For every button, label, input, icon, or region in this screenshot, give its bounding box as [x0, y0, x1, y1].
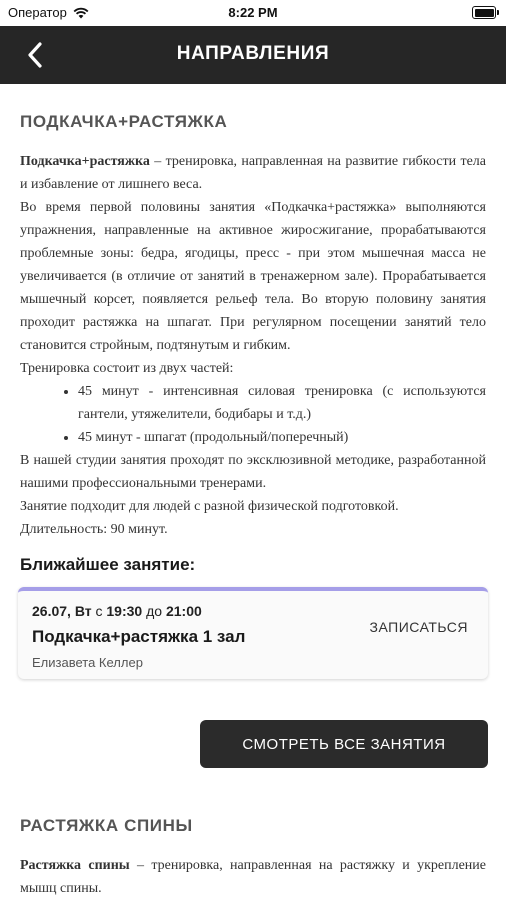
nav-bar	[0, 26, 506, 84]
status-bar	[0, 0, 506, 26]
parts-list	[20, 380, 486, 449]
section2-intro-text: – тренировка, направленная на растяжку и укрепление мышц спины.	[20, 858, 486, 896]
section-title-rastyazhka: РАСТЯЖКА СПИНЫ	[20, 816, 193, 835]
content-scroll[interactable]	[0, 84, 506, 900]
carrier-label: Оператор	[8, 5, 67, 20]
method-paragraph: В нашей студии занятия проходят по эксклюзивной методике, разработанной нашими профессиональными тренерами.	[20, 453, 486, 491]
signup-button[interactable]: ЗАПИСАТЬСЯ	[369, 619, 468, 635]
battery-icon	[472, 6, 496, 19]
view-all-classes-button[interactable]: СМОТРЕТЬ ВСЕ ЗАНЯТИЯ	[200, 720, 488, 768]
list-item: • 45 минут - шпагат (продольный/поперечный)	[78, 426, 486, 449]
duration-paragraph: Длительность: 90 минут.	[20, 522, 168, 537]
trainer-name: Елизавета Келлер	[32, 655, 143, 670]
class-start-time: 19:30	[106, 603, 143, 619]
section-title-podkachka: ПОДКАЧКА+РАСТЯЖКА	[20, 112, 228, 131]
list-item: • 45 минут - интенсивная силовая тренировка (с используются гантели, утяжелители, бодибары и т.д.)	[78, 380, 486, 426]
nearest-class-heading: Ближайшее занятие:	[20, 555, 196, 574]
section2-intro	[20, 854, 486, 900]
class-date: 26.07, Вт	[32, 603, 92, 619]
class-card[interactable]	[18, 587, 488, 679]
section2-description	[18, 854, 488, 900]
description-paragraph: Во время первой половины занятия «Подкачка+растяжка» выполняются упражнения, направленные на активное жиросжигание, прорабатываются проблемные зоны: бедра, ягодицы, пресс - при этом мышечная масса не увеличивается (в отличие от занятий в тренажерном зале). Прорабатывается мышечный корсет, появляется рельеф тела. Во вторую половину занятия проходит растяжка на шпагат. При регулярном посещении занятий тело становится стройным, подтянутым и гибким.	[20, 200, 486, 353]
class-datetime	[32, 603, 202, 619]
intro-paragraph	[20, 150, 486, 196]
class-end-time: 21:00	[165, 603, 202, 619]
section-description	[18, 150, 488, 541]
clock: 8:22 PM	[228, 5, 278, 20]
section2-intro-bold: Растяжка спины	[20, 858, 130, 873]
intro-text: – тренировка, направленная на развитие гибкости тела и избавление от лишнего веса.	[20, 154, 486, 192]
suitability-paragraph: Занятие подходит для людей с разной физической подготовкой.	[20, 499, 399, 514]
section-rastyazhka	[18, 800, 488, 900]
class-name: Подкачка+растяжка 1 зал	[32, 627, 246, 646]
parts-paragraph: Тренировка состоит из двух частей:	[20, 361, 234, 376]
to-word: до	[146, 603, 163, 619]
page-title: НАПРАВЛЕНИЯ	[176, 43, 330, 64]
from-word: с	[95, 603, 103, 619]
intro-bold: Подкачка+растяжка	[20, 154, 150, 169]
